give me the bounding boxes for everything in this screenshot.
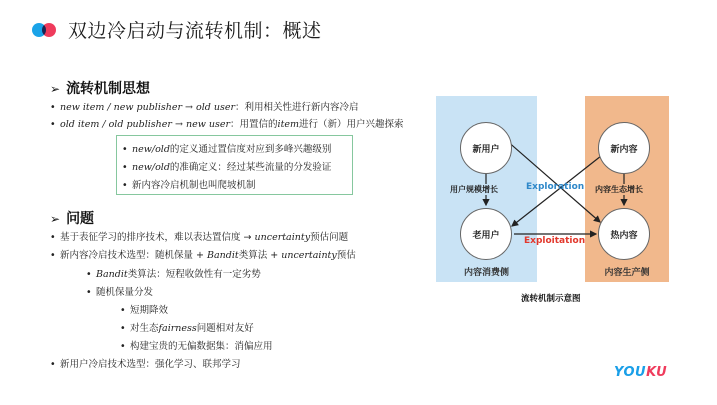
list-item-text: 基于表征学习的排序技术，难以表达置信度 → (60, 232, 255, 243)
note-item (122, 141, 331, 155)
list-item-text: 类算法 + (238, 250, 282, 261)
list-item (50, 229, 348, 243)
bullet-icon: • (50, 232, 56, 243)
note-text: 新内容冷启机制也叫爬坡机制 (132, 180, 256, 191)
bullet-icon: • (50, 102, 56, 113)
list-item (86, 284, 153, 298)
note-text: 的定义通过置信度对应到多峰兴趣级别 (169, 144, 332, 155)
arrow-bullet-icon: ➢ (50, 212, 61, 226)
exploitation-label: Exploitation (524, 236, 586, 246)
list-item-text: 预估问题 (310, 232, 349, 243)
bullet-icon: • (50, 250, 56, 261)
youku-logo (614, 365, 667, 380)
list-item-text: 新内容冷启技术选型：随机保量 + (60, 250, 207, 261)
list-item-italic: Bandit (96, 269, 128, 280)
list-item-italic: item (277, 119, 300, 130)
list-item-text: 对生态 (130, 323, 159, 334)
bullet-icon: • (122, 144, 128, 155)
slide-logo-icon (28, 20, 64, 40)
list-item-text: 类算法：短程收敛性有一定劣势 (127, 269, 261, 280)
node-new-user: 新用户 (460, 122, 512, 174)
user-growth-label: 用户规模增长 (450, 185, 498, 194)
list-item (120, 320, 254, 334)
logo-part-2: KU (646, 365, 668, 380)
section-heading-text: 流转机制思想 (66, 81, 151, 97)
list-item-italic: old item / old publisher → new user (60, 119, 231, 130)
note-italic: new/old (132, 162, 170, 173)
node-old-user: 老用户 (460, 208, 512, 260)
bullet-icon: • (50, 119, 56, 130)
list-item-text: 新用户冷启技术选型：强化学习、联邦学习 (60, 359, 241, 370)
list-item-italic: uncertainty (281, 250, 337, 261)
list-item (50, 99, 359, 113)
flow-diagram (436, 96, 668, 282)
bullet-icon: • (86, 269, 92, 280)
section-heading-text: 问题 (66, 211, 95, 227)
bullet-icon: • (120, 305, 126, 316)
bullet-icon: • (120, 323, 126, 334)
bullet-icon: • (86, 287, 92, 298)
diagram-caption: 流转机制示意图 (521, 294, 581, 304)
arrow-bullet-icon: ➢ (50, 82, 61, 96)
exploration-label: Exploration (526, 182, 585, 192)
list-item-italic: uncertainty (254, 232, 311, 243)
note-text: 的准确定义：经过某些流量的分发验证 (169, 162, 332, 173)
bullet-icon: • (122, 162, 128, 173)
content-growth-label: 内容生态增长 (595, 185, 643, 194)
list-item (50, 116, 404, 130)
list-item-italic: new item / new publisher → old user (60, 102, 236, 113)
list-item (86, 266, 261, 280)
bullet-icon: • (122, 180, 128, 191)
list-item-text: 短期降效 (130, 305, 169, 316)
list-item (120, 338, 273, 352)
list-item (120, 302, 168, 316)
list-item-text: 预估 (336, 250, 356, 261)
list-item-text: 问题相对友好 (196, 323, 254, 334)
slide-title: 双边冷启动与流转机制：概述 (68, 20, 322, 42)
section-heading-problems (50, 208, 94, 228)
logo-part-1: YOU (614, 365, 647, 380)
list-item-text: 构建宝贵的无偏数据集：消偏应用 (130, 341, 273, 352)
list-item-text: 进行（新）用户兴趣探索 (299, 119, 404, 130)
list-item-text: ：利用相关性进行新内容冷启 (235, 102, 359, 113)
list-item-italic: fairness (158, 323, 197, 334)
section-heading-mechanism (50, 78, 150, 98)
list-item-text: 随机保量分发 (96, 287, 154, 298)
list-item (50, 247, 356, 261)
diagonal-arrow (506, 140, 600, 222)
bullet-icon: • (50, 359, 56, 370)
producer-side-label: 内容生产侧 (604, 268, 650, 278)
node-new-content: 新内容 (598, 122, 650, 174)
list-item (50, 356, 241, 370)
note-italic: new/old (132, 144, 170, 155)
pink-dot-icon (42, 23, 56, 37)
bullet-icon: • (120, 341, 126, 352)
note-item (122, 159, 331, 173)
list-item-text: ：用置信的 (230, 119, 278, 130)
list-item-italic: Bandit (207, 250, 239, 261)
consumer-side-label: 内容消费侧 (463, 268, 509, 278)
note-item (122, 177, 256, 191)
node-hot-content: 热内容 (598, 208, 650, 260)
